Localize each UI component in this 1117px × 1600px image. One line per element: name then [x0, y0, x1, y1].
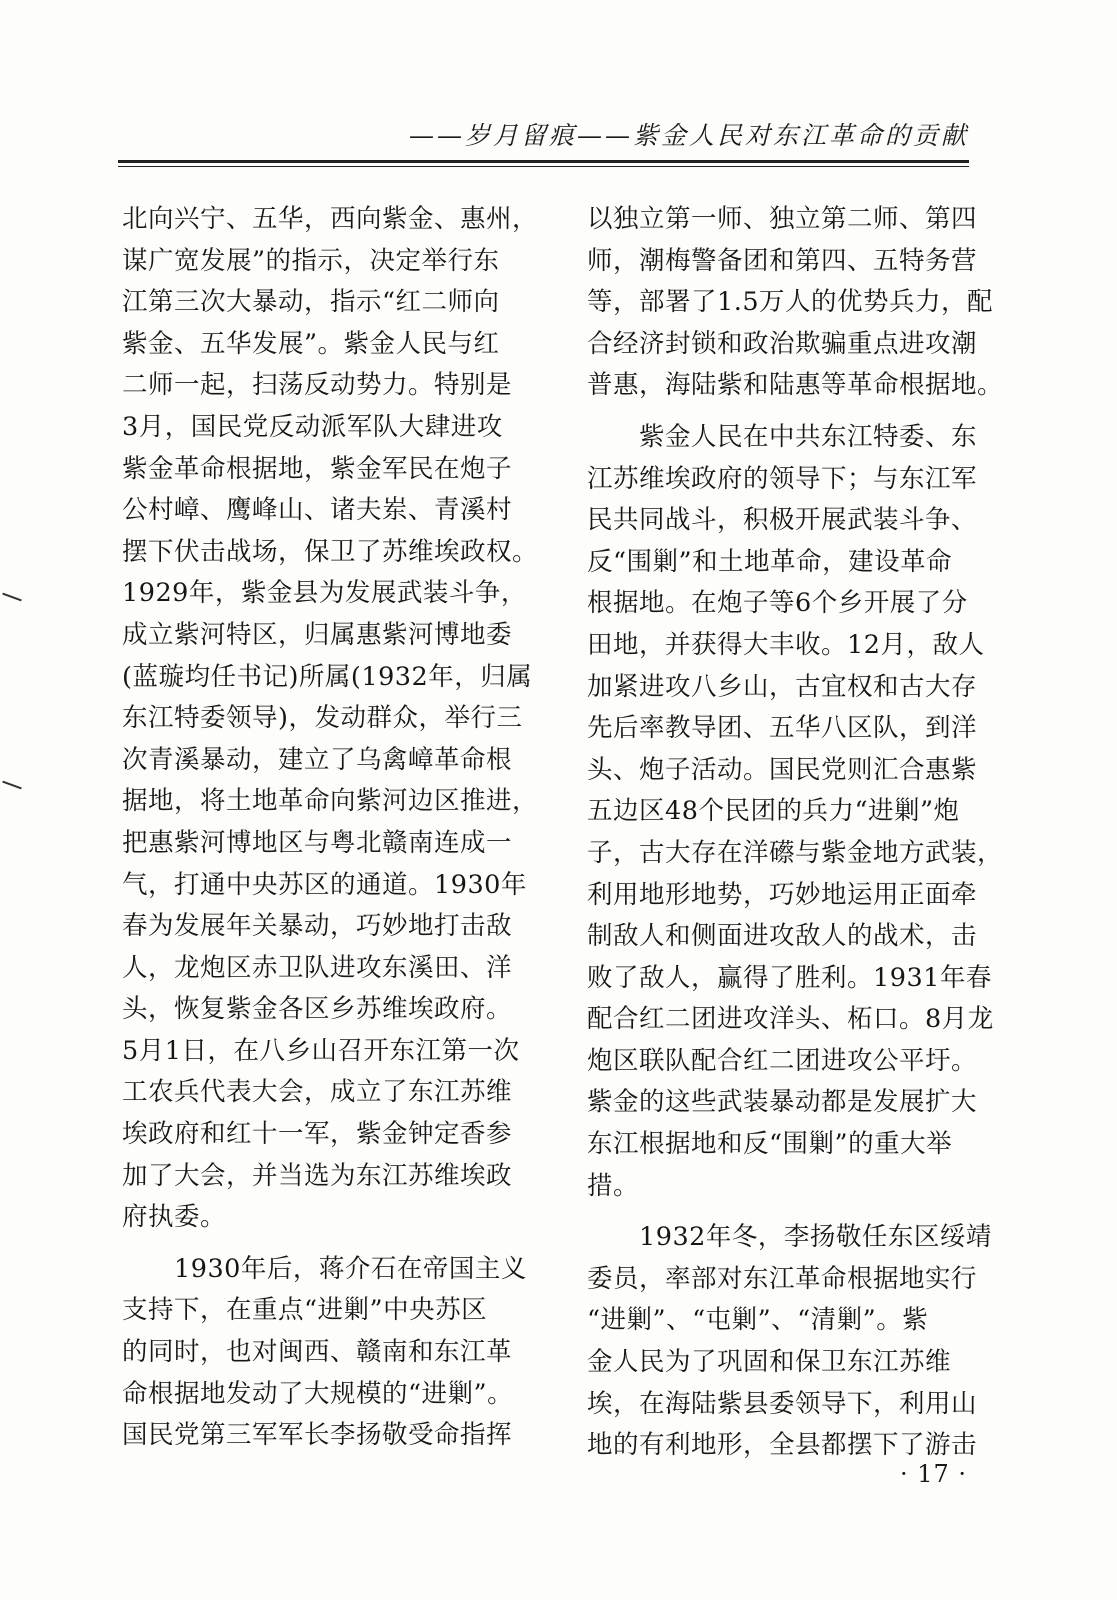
text-line: 国民党第三军军长李扬敬受命指挥 [122, 1420, 513, 1451]
text-line: 利用地形地势，巧妙地运用正面牵 [587, 879, 978, 910]
text-line: 江苏维埃政府的领导下；与东江军 [587, 463, 978, 494]
text-line: 二师一起，扫荡反动势力。特别是 [122, 370, 513, 401]
text-line: 次青溪暴动，建立了乌禽嶂革命根 [122, 744, 513, 775]
text-line: 摆下伏击战场，保卫了苏维埃政权。 [122, 536, 539, 567]
text-line: 据地，将土地革命向紫河边区推进， [122, 786, 539, 817]
text-line: 埃，在海陆紫县委领导下，利用山 [587, 1388, 978, 1419]
text-line: 成立紫河特区，归属惠紫河博地委 [122, 619, 513, 650]
left-column [122, 199, 542, 1457]
text-line: 措。 [587, 1170, 640, 1201]
text-line: 头、炮子活动。国民党则汇合惠紫 [587, 754, 978, 785]
text-line: 府执委。 [122, 1202, 227, 1233]
text-line: 春为发展年关暴动，巧妙地打击敌 [122, 911, 513, 942]
text-line: 加了大会，并当选为东江苏维埃政 [122, 1160, 513, 1191]
text-line: 金人民为了巩固和保卫东江苏维 [587, 1347, 952, 1378]
text-line: 1932年冬，李扬敬任东区绥靖 [639, 1222, 992, 1253]
text-line: 紫金革命根据地，紫金军民在炮子 [122, 453, 513, 484]
text-line: 江第三次大暴动，指示“红二师向 [122, 287, 500, 318]
page-number: · 17 · [899, 1460, 967, 1488]
text-line: 加紧进攻八乡山，古宜权和古大存 [587, 671, 978, 702]
text-line: 民共同战斗，积极开展武装斗争、 [587, 505, 978, 536]
text-line: 败了敌人，赢得了胜利。1931年春 [587, 962, 992, 993]
text-line: 谋广宽发展”的指示，决定举行东 [122, 245, 500, 276]
text-line: 合经济封锁和政治欺骗重点进攻潮 [587, 328, 978, 359]
text-line: 埃政府和红十一军，紫金钟定香参 [122, 1119, 513, 1150]
text-line: 等，部署了1.5万人的优势兵力，配 [587, 287, 994, 318]
text-line: 人，龙炮区赤卫队进攻东溪田、洋 [122, 952, 513, 983]
text-line: 制敌人和侧面进攻敌人的战术，击 [587, 921, 978, 952]
scan-artifact [2, 781, 21, 790]
text-line: 命根据地发动了大规模的“进剿”。 [122, 1378, 514, 1409]
header-rule-thick [118, 160, 969, 163]
header-title: ——岁月留痕——紫金人民对东江革命的贡献 [408, 121, 969, 150]
text-line: 1930年后，蒋介石在帝国主义 [174, 1253, 527, 1284]
text-line: 气，打通中央苏区的通道。1930年 [122, 869, 527, 900]
header-rule-thin [118, 166, 969, 167]
text-line: 把惠紫河博地区与粤北赣南连成一 [122, 827, 513, 858]
text-line: 普惠，海陆紫和陆惠等革命根据地。 [587, 370, 1004, 401]
text-line: 紫金、五华发展”。紫金人民与红 [122, 328, 500, 359]
text-line: 反“围剿”和土地革命，建设革命 [587, 546, 953, 577]
text-line: 委员，率部对东江革命根据地实行 [587, 1263, 978, 1294]
text-line: 紫金的这些武装暴动都是发展扩大 [587, 1087, 978, 1118]
text-line: 东江特委领导)，发动群众，举行三 [122, 703, 523, 734]
text-line: (蓝璇均任书记)所属(1932年，归属 [122, 661, 533, 692]
text-line: 的同时，也对闽西、赣南和东江革 [122, 1337, 513, 1368]
running-header [118, 108, 969, 168]
text-line: 1929年，紫金县为发展武装斗争， [122, 578, 527, 609]
text-line: 以独立第一师、独立第二师、第四 [587, 204, 978, 234]
text-line: 3月，国民党反动派军队大肆进攻 [122, 411, 503, 442]
text-line: 公村嶂、鹰峰山、诸夫岽、青溪村 [122, 495, 513, 526]
text-line: 师，潮梅警备团和第四、五特务营 [587, 245, 978, 276]
text-line: 地的有利地形，全县都摆下了游击 [587, 1430, 978, 1461]
text-line: “进剿”、“屯剿”、“清剿”。紫 [587, 1305, 929, 1336]
text-line: 支持下，在重点“进剿”中央苏区 [122, 1295, 488, 1326]
right-column [587, 199, 1004, 1467]
scan-artifact [2, 593, 21, 602]
paragraph-gap [587, 1207, 997, 1217]
text-line: 先后率教导团、五华八区队，到洋 [587, 713, 978, 744]
text-line: 东江根据地和反“围剿”的重大举 [587, 1129, 953, 1160]
text-line: 五边区48个民团的兵力“进剿”炮 [587, 796, 960, 827]
text-line: 头，恢复紫金各区乡苏维埃政府。 [122, 994, 513, 1025]
paragraph-gap [587, 407, 997, 417]
text-line: 根据地。在炮子等6个乡开展了分 [587, 588, 968, 619]
text-line: 工农兵代表大会，成立了东江苏维 [122, 1077, 513, 1108]
text-line: 配合红二团进攻洋头、柘口。8月龙 [587, 1004, 994, 1035]
text-line: 紫金人民在中共东江特委、东 [639, 421, 978, 452]
paragraph-gap [122, 1239, 542, 1249]
text-line: 子，古大存在洋礤与紫金地方武装， [587, 837, 1004, 868]
text-line: 5月1日，在八乡山召开东江第一次 [122, 1035, 520, 1066]
text-line: 田地，并获得大丰收。12月，敌人 [587, 629, 985, 660]
text-line: 炮区联队配合红二团进攻公平圩。 [587, 1045, 978, 1076]
text-line: 北向兴宁、五华，西向紫金、惠州， [122, 204, 539, 234]
